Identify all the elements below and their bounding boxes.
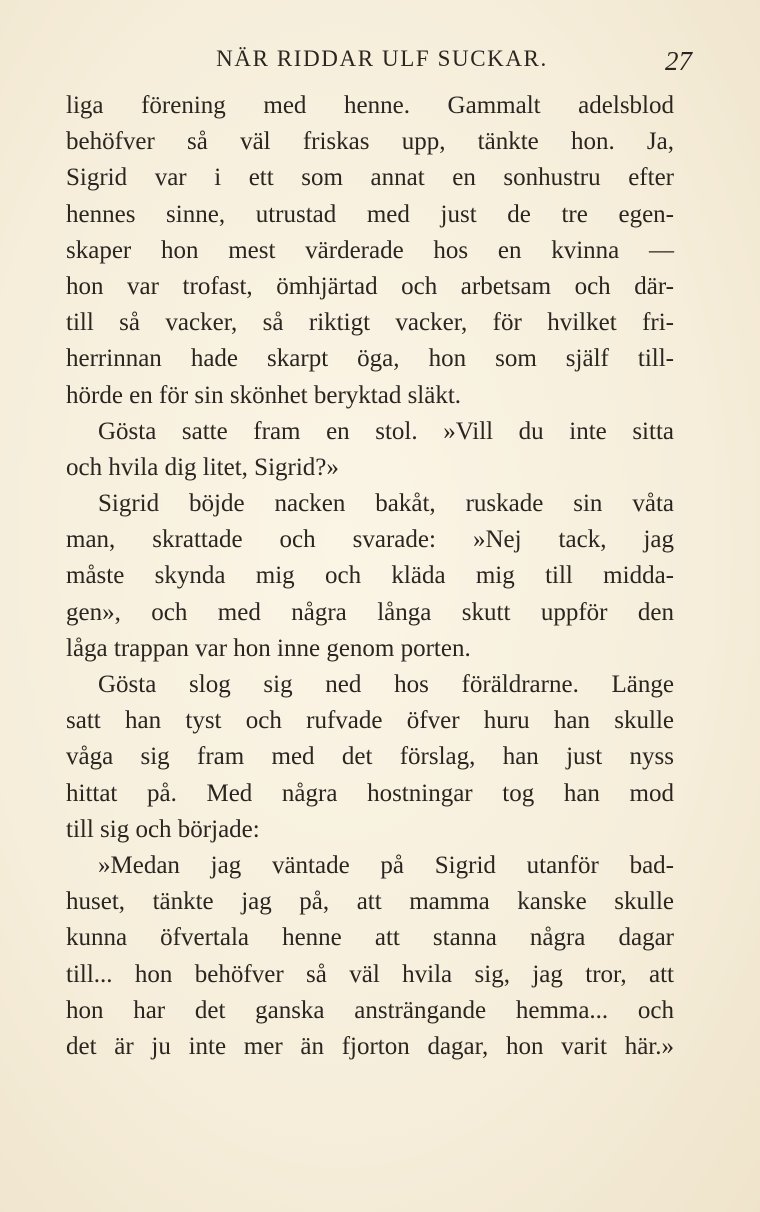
text-line: Gösta satte fram en stol. »Vill du inte sitta xyxy=(98,417,674,445)
text-line: gen», och med några långa skutt uppför den xyxy=(66,598,674,626)
text-line: till så vacker, så riktigt vacker, för hvilket fri- xyxy=(66,309,674,337)
text-line: »Medan jag väntade på Sigrid utanför bad- xyxy=(98,851,674,879)
text-line: det är ju inte mer än fjorton dagar, hon varit här.» xyxy=(66,1032,674,1060)
text-line: skaper hon mest värderade hos en kvinna — xyxy=(66,236,674,264)
text-line: behöfver så väl friskas upp, tänkte hon. Ja, xyxy=(66,128,674,156)
text-line: hörde en för sin skönhet beryktad släkt. xyxy=(66,381,462,409)
text-line: våga sig fram med det förslag, han just nyss xyxy=(66,743,674,771)
text-line: satt han tyst och rufvade öfver huru han skulle xyxy=(66,707,674,735)
text-line: Gösta slog sig ned hos föräldrarne. Länge xyxy=(98,671,674,698)
text-line: och hvila dig litet, Sigrid?» xyxy=(66,453,339,481)
text-line: huset, tänkte jag på, att mamma kanske skulle xyxy=(66,888,674,916)
text-line: hon har det ganska ansträngande hemma... och xyxy=(66,996,674,1024)
text-line: Sigrid böjde nacken bakåt, ruskade sin våta xyxy=(98,490,674,518)
text-line: till... hon behöfver så väl hvila sig, jag tror, att xyxy=(66,960,674,988)
text-line: låga trappan var hon inne genom porten. xyxy=(66,634,471,662)
text-line: hittat på. Med några hostningar tog han mod xyxy=(66,779,674,807)
text-line: till sig och började: xyxy=(66,815,260,843)
body-text xyxy=(66,88,674,1065)
text-line: kunna öfvertala henne att stanna några dagar xyxy=(66,924,674,952)
page-number: 27 xyxy=(665,46,692,76)
text-line: hennes sinne, utrustad med just de tre egen- xyxy=(66,200,674,228)
text-line: Sigrid var i ett som annat en sonhustru efter xyxy=(66,164,674,192)
text-line: man, skrattade och svarade: »Nej tack, jag xyxy=(66,526,674,554)
text-line: hon var trofast, ömhjärtad och arbetsam och där- xyxy=(66,272,674,300)
text-line: måste skynda mig och kläda mig till midda- xyxy=(66,562,674,590)
page-header xyxy=(66,46,698,78)
text-line: herrinnan hade skarpt öga, hon som själf till- xyxy=(66,345,674,373)
running-title: NÄR RIDDAR ULF SUCKAR. xyxy=(216,46,548,71)
text-line: liga förening med henne. Gammalt adelsblod xyxy=(66,92,674,119)
